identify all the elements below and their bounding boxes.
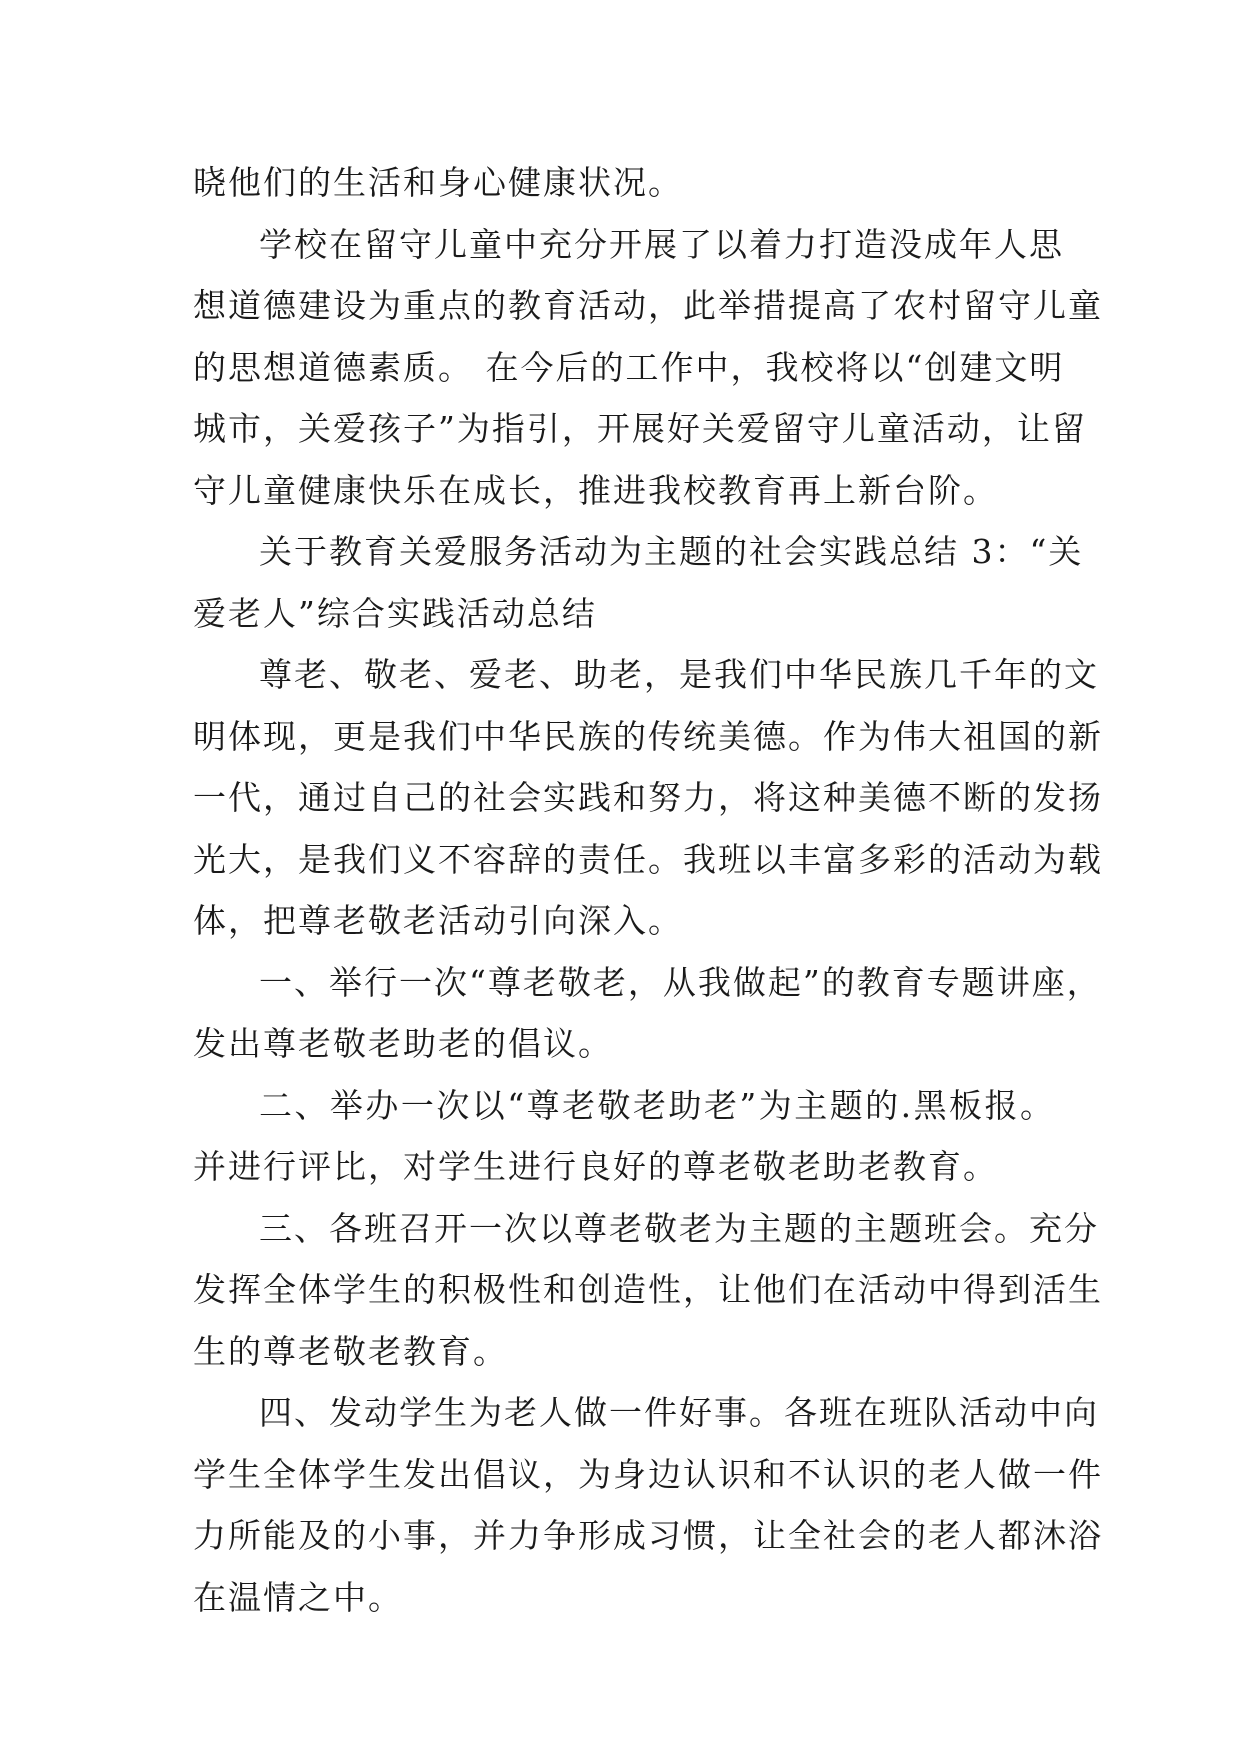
- text-line: 二、举办一次以“尊老敬老助老”为主题的.黑板报。: [259, 1085, 1055, 1125]
- text-line: 学生全体学生发出倡议，为身边认识和不认识的老人做一件: [193, 1454, 1103, 1494]
- text-line: 尊老、敬老、爱老、助老，是我们中华民族几千年的文: [259, 655, 1099, 694]
- text-line: 明体现，更是我们中华民族的传统美德。作为伟大祖国的新: [193, 716, 1103, 756]
- text-line: 在温情之中。: [193, 1577, 403, 1617]
- text-line: 关于教育关爱服务活动为主题的社会实践总结 3：“关: [259, 532, 1084, 571]
- text-line: 一、举行一次“尊老敬老，从我做起”的教育专题讲座，: [259, 962, 1102, 1002]
- text-line: 的思想道德素质。 在今后的工作中，我校将以“创建文明: [193, 347, 1065, 387]
- text-line: 光大，是我们义不容辞的责任。我班以丰富多彩的活动为载: [193, 839, 1103, 879]
- text-line: 想道德建设为重点的教育活动，此举措提高了农村留守儿童: [193, 286, 1103, 325]
- text-line: 晓他们的生活和身心健康状况。: [193, 163, 683, 202]
- text-line: 城市，关爱孩子”为指引，开展好关爱留守儿童活动，让留: [193, 409, 1087, 448]
- text-line: 发出尊老敬老助老的倡议。: [193, 1024, 613, 1063]
- text-line: 并进行评比，对学生进行良好的尊老敬老助老教育。: [193, 1147, 998, 1186]
- text-line: 力所能及的小事，并力争形成习惯，让全社会的老人都沐浴: [193, 1516, 1103, 1555]
- text-line: 守儿童健康快乐在成长，推进我校教育再上新台阶。: [193, 470, 998, 510]
- text-line: 爱老人”综合实践活动总结: [193, 593, 597, 633]
- document-body: [193, 152, 1103, 1628]
- text-line: 一代，通过自己的社会实践和努力，将这种美德不断的发扬: [193, 778, 1103, 817]
- text-line: 四、发动学生为老人做一件好事。各班在班队活动中向: [259, 1393, 1099, 1432]
- text-line: 发挥全体学生的积极性和创造性，让他们在活动中得到活生: [193, 1270, 1103, 1309]
- text-line: 三、各班召开一次以尊老敬老为主题的主题班会。充分: [259, 1208, 1099, 1248]
- text-line: 学校在留守儿童中充分开展了以着力打造没成年人思: [259, 224, 1064, 264]
- text-line: 体，把尊老敬老活动引向深入。: [193, 901, 683, 940]
- text-line: 生的尊老敬老教育。: [193, 1331, 508, 1371]
